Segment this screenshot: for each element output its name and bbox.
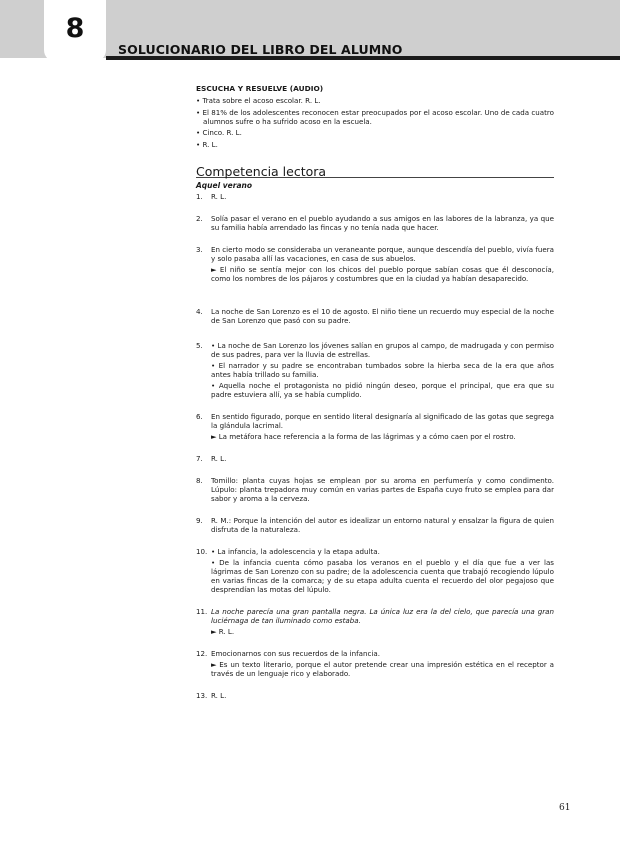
answer-text: En cierto modo se consideraba un veraneante porque, aunque descendía del pueblo, vivía fuera y solo pasaba allí las vacaciones, en casa de sus abuelos. (211, 244, 554, 263)
answer-text: Solía pasar el verano en el pueblo ayudando a sus amigos en las labores de la labranza, ya que su familia había arrendado las fincas y no tenía nada que hacer. (211, 213, 554, 232)
solution-content (196, 84, 554, 702)
answer-text: R. M.: Porque la intención del autor es idealizar un entorno natural y ensalzar la figura de quien disfruta de la naturaleza. (211, 515, 554, 534)
chapter-tab (44, 0, 106, 62)
answer-item (196, 412, 554, 443)
answer-number: 7. (196, 453, 203, 463)
reading-title: Aquel verano (196, 180, 253, 190)
answer-number: 13. (196, 690, 208, 700)
answer-text: R. L. (211, 690, 227, 700)
answer-text: R. L. (211, 453, 227, 463)
answer-item (196, 341, 554, 401)
answer-item (196, 454, 554, 465)
answer-text: ► R. L. (211, 626, 235, 636)
answer-item (196, 691, 554, 702)
escucha-bullet: • R. L. (196, 139, 218, 149)
answer-text: En sentido figurado, porque en sentido literal designaría al significado de las gotas que segrega la glándula lacrimal. (211, 411, 554, 430)
answer-text: La noche parecía una gran pantalla negra. La única luz era la del cielo, que parecía una gran luciérnaga de tan iluminado como estaba. (211, 606, 554, 625)
competencia-title: Competencia lectora (196, 167, 554, 178)
answer-text: ► La metáfora hace referencia a la forma de las lágrimas y a cómo caen por el rostro. (211, 431, 516, 441)
answer-text: • La noche de San Lorenzo los jóvenes salían en grupos al campo, de madrugada y con permiso de sus padres, para ver la lluvia de estrellas. (211, 340, 554, 359)
answer-number: 12. (196, 648, 208, 658)
answer-number: 10. (196, 546, 208, 556)
answer-number: 5. (196, 340, 203, 350)
answer-number: 4. (196, 306, 203, 316)
answer-text: R. L. (211, 191, 227, 201)
answer-number: 3. (196, 244, 203, 254)
answer-text: Tomillo: planta cuyas hojas se emplean por su aroma en perfumería y como condimento. Lúpulo: planta trepadora muy común en varias partes de España cuyo fruto se emplea para dar sabor y aroma a la cerveza. (211, 475, 554, 503)
answer-item (196, 192, 554, 203)
answer-item (196, 547, 554, 596)
answer-item (196, 649, 554, 680)
chapter-number: 8 (65, 13, 85, 44)
answer-item (196, 307, 554, 327)
escucha-bullet: • El 81% de los adolescentes reconocen estar preocupados por el acoso escolar. Uno de cada cuatro alumnos sufre o ha sufrido acoso en la escuela. (196, 107, 554, 126)
answer-number: 1. (196, 191, 203, 201)
escucha-heading: ESCUCHA Y RESUELVE (AUDIO) (196, 84, 324, 93)
answer-text: • Aquella noche el protagonista no pidió ningún deseo, porque el principal, que era que su padre estuviera allí, ya se había cumplido. (211, 380, 554, 399)
escucha-bullet: • Cinco. R. L. (196, 128, 242, 137)
answer-number: 9. (196, 515, 203, 525)
answer-number: 6. (196, 411, 203, 421)
page-number: 61 (559, 803, 571, 813)
answer-item (196, 516, 554, 536)
answer-number: 8. (196, 475, 203, 485)
answer-text: Emocionarnos con sus recuerdos de la infancia. (211, 648, 380, 658)
answer-number: 11. (196, 606, 208, 616)
answer-text: La noche de San Lorenzo es el 10 de agosto. El niño tiene un recuerdo muy especial de la noche de San Lorenzo que pasó con su padre. (211, 306, 554, 325)
answer-item (196, 607, 554, 638)
answer-text: • La infancia, la adolescencia y la etapa adulta. (211, 546, 380, 556)
answer-text: ► Es un texto literario, porque el autor pretende crear una impresión estética en el receptor a través de un lenguaje rico y elaborado. (211, 659, 554, 678)
escucha-bullet: • Trata sobre el acoso escolar. R. L. (196, 96, 321, 105)
answer-item (196, 214, 554, 234)
answer-text: ► El niño se sentía mejor con los chicos del pueblo porque sabían cosas que él desconocía, como los nombres de los pájaros y costumbres que en la ciudad ya habían desaparecido. (211, 264, 554, 283)
answer-item (196, 245, 554, 285)
answer-text: • El narrador y su padre se encontraban tumbados sobre la hierba seca de la era que años antes había trillado su familia. (211, 360, 554, 379)
page-header-title: SOLUCIONARIO DEL LIBRO DEL ALUMNO (118, 42, 403, 57)
answer-text: • De la infancia cuenta cómo pasaba los veranos en el pueblo y el día que fue a ver las lágrimas de San Lorenzo con su padre; de la adolescencia cuenta que trabajó recogiendo lúpulo en varias fincas de la comarca; y de su etapa adulta cuenta el recuerdo del olor pegajoso que desprendían las motas del lúpulo. (211, 557, 554, 594)
answer-number: 2. (196, 213, 203, 223)
answer-item (196, 476, 554, 505)
